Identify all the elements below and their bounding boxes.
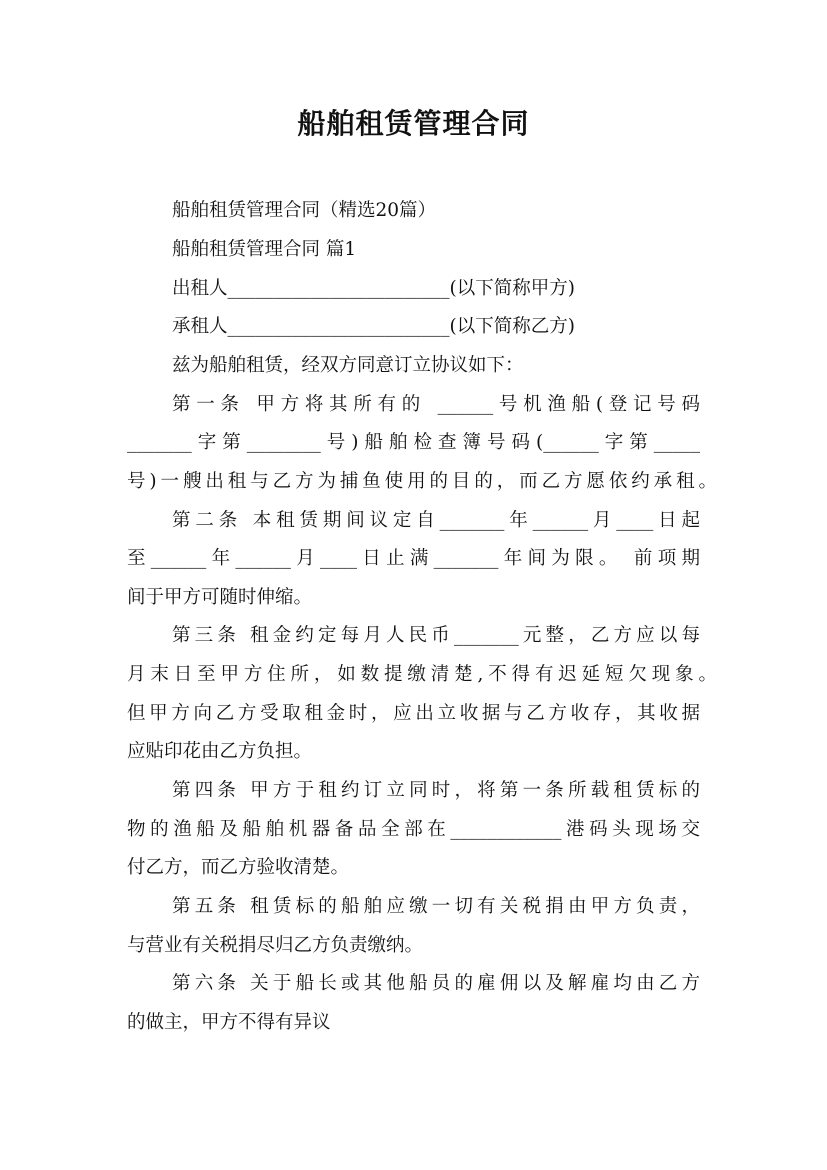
doc-line: 第二条 本租赁期间议定自_______年______月____日起 — [172, 510, 700, 531]
doc-line: 承租人________________________(以下简称乙方) — [172, 316, 575, 337]
doc-line: _______字第________号)船舶检查簿号码(______字第_____ — [127, 432, 700, 453]
doc-line: 第三条 租金约定每月人民币_______元整，乙方应以每 — [172, 625, 700, 646]
doc-line: 月末日至甲方住所，如数提缴清楚,不得有迟延短欠现象。 — [127, 664, 717, 685]
doc-line: 付乙方，而乙方验收清楚。 — [127, 857, 350, 878]
doc-line: 第五条 租赁标的船舶应缴一切有关税捐由甲方负责， — [172, 896, 700, 917]
doc-line: 间于甲方可随时伸缩。 — [127, 587, 313, 608]
doc-line: 应贴印花由乙方负担。 — [127, 741, 313, 762]
doc-line: 第四条 甲方于租约订立同时，将第一条所载租赁标的 — [172, 780, 700, 801]
doc-line: 第一条 甲方将其所有的 ______号机渔船(登记号码 — [172, 394, 700, 415]
document-title: 船舶租赁管理合同 — [297, 107, 530, 140]
doc-line: 号)一艘出租与乙方为捕鱼使用的目的，而乙方愿依约承租。 — [127, 471, 717, 492]
doc-line: 至______年______月____日止满_______年间为限。 前项期 — [127, 548, 700, 569]
doc-line: 兹为船舶租赁，经双方同意订立协议如下： — [172, 355, 524, 376]
doc-line: 第六条 关于船长或其他船员的雇佣以及解雇均由乙方 — [172, 973, 700, 994]
doc-line: 物的渔船及船舶机器备品全部在____________港码头现场交 — [127, 819, 700, 840]
doc-line: 船舶租赁管理合同（精选20篇） — [172, 200, 437, 221]
doc-line: 出租人________________________(以下简称甲方) — [172, 278, 575, 299]
doc-line: 与营业有关税捐尽归乙方负责缴纳。 — [127, 935, 424, 956]
doc-line: 船舶租赁管理合同 篇1 — [172, 239, 357, 260]
doc-line: 的做主，甲方不得有异议 — [127, 1012, 331, 1033]
doc-line: 但甲方向乙方受取租金时，应出立收据与乙方收存，其收据 — [127, 703, 700, 724]
